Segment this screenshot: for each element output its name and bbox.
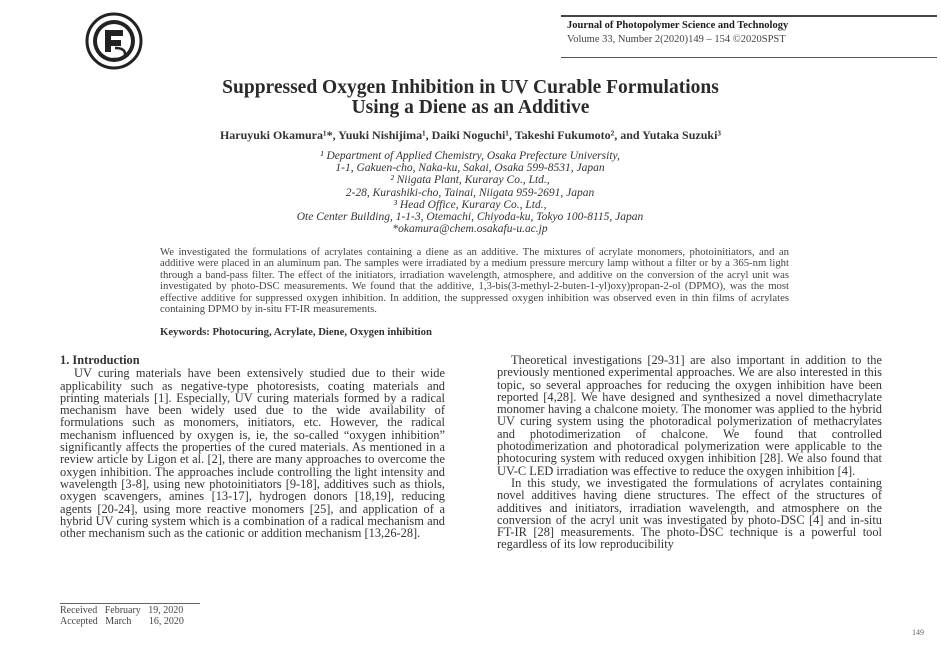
affiliation-line: 2-28, Kurashiki-cho, Tainai, Niigata 959-2691, Japan bbox=[345, 186, 595, 199]
affiliations bbox=[150, 150, 790, 235]
email-link[interactable]: *okamura@chem.osakafu-u.ac.jp bbox=[392, 223, 548, 236]
page-number: 149 bbox=[912, 628, 924, 637]
affiliation-line: 1-1, Gakuen-cho, Naka-ku, Sakai, Osaka 599-8531, Japan bbox=[335, 162, 605, 175]
journal-volume: Volume 33, Number 2(2020)149 – 154 ©2020SPST bbox=[567, 34, 786, 45]
affiliation-line: ² Niigata Plant, Kuraray Co., Ltd., bbox=[390, 174, 550, 187]
received-date: Received February 19, 2020 bbox=[60, 605, 184, 616]
body-paragraph: Theoretical investigations [29-31] are also important in addition to the previously mentioned experimental approaches. We are also interested in this topic, so several approaches for reducing the oxygen inhibition have been reported [4,28]. We have designed and synthesized a novel dimethacrylate monomer having a chalcone moiety. The monomer was applied to the hybrid UV curing system using the photoradical polymerization of methacrylates and photodimerization of chalcone. We found that controlled photodimerization and photoradical polymerization were applicable to the photocuring system with reduced oxygen inhibition [28]. We also found that UV-C LED irradiation was effective to reduce the oxygen inhibition [4]. bbox=[497, 353, 882, 478]
affiliation-line: ³ Head Office, Kuraray Co., Ltd., bbox=[393, 198, 547, 211]
affiliation-line: Ote Center Building, 1-1-3, Otemachi, Chiyoda-ku, Tokyo 100-8115, Japan bbox=[296, 211, 644, 224]
society-seal-icon bbox=[85, 12, 143, 70]
abstract: We investigated the formulations of acrylates containing a diene as an additive. The mixtures of acrylate monomers, photoinitiators, and an additive were placed in an aluminum pan. The samples were irradiated by a medium pressure mercury lamp without a filter or by a 365-nm light through a band-pass filter. The effect of the initiators, irradiation wavelength, atmosphere, and additive on the conversion of the acryl unit was investigated by photo-DSC measurements. We found that the additive, 1,3-bis(3-methyl-2-buten-1-yl)oxy)propan-2-ol (DPMO), was the most effective additive for suppressed oxygen inhibition. In addition, the suppressed oxygen inhibition was observed even in thin films of acrylates containing DPMO by in-situ FT-IR measurements. bbox=[160, 246, 789, 316]
submission-dates bbox=[60, 605, 184, 627]
right-column bbox=[497, 354, 882, 551]
affiliation-line: ¹ Department of Applied Chemistry, Osaka Prefecture University, bbox=[320, 150, 620, 162]
paper-title bbox=[60, 78, 881, 118]
title-line-2: Using a Diene as an Additive bbox=[351, 97, 590, 118]
title-line-1: Suppressed Oxygen Inhibition in UV Curable Formulations bbox=[222, 77, 719, 98]
journal-name: Journal of Photopolymer Science and Technology bbox=[567, 20, 789, 31]
keywords: Keywords: Photocuring, Acrylate, Diene, Oxygen inhibition bbox=[160, 326, 432, 338]
journal-header bbox=[561, 15, 937, 58]
body-paragraph: UV curing materials have been extensively studied due to their wide applicability such as negative-type photoresists, coating materials and printing materials [1]. Especially, UV curing materials formed by a radical mechanism have been widely used due to the wide availability of formulations such as monomers, initiators, etc. However, the radical mechanism influenced by oxygen is, ie, the so-called “oxygen inhibition” significantly affects the properties of the cured materials. As mentioned in a review article by Ligon et al. [2], there are many approaches to overcome the oxygen inhibition. The approaches include controlling the light intensity and wavelength [3-8], using new photoinitiators [9-18], additives such as thiols, oxygen scavengers, amines [13-17], hydrogen donors [18,19], reducing agents [20-24], using more reactive monomers [25], and application of a hybrid UV curing system which is a combination of a radical mechanism and other mechanism such as the cationic or addition mechanism [13,26-28]. bbox=[60, 366, 445, 541]
accepted-date: Accepted March 16, 2020 bbox=[60, 616, 184, 627]
section-heading: 1. Introduction bbox=[60, 353, 140, 367]
footnote-rule bbox=[60, 603, 200, 604]
left-column bbox=[60, 354, 445, 539]
body-paragraph: In this study, we investigated the formulations of acrylates containing novel additives having diene structures. The effect of the structures of additives and initiators, irradiation wavelength, and atmosphere on the conversion of the acryl unit was investigated by photo-DSC [4] and in-situ FT-IR [28] measurements. The photo-DSC technique is a powerful tool regardless of its low reproducibility bbox=[497, 475, 882, 552]
author-list: Haruyuki Okamura¹*, Yuuki Nishijima¹, Daiki Noguchi¹, Takeshi Fukumoto², and Yutaka Suzuki³ bbox=[219, 128, 722, 142]
